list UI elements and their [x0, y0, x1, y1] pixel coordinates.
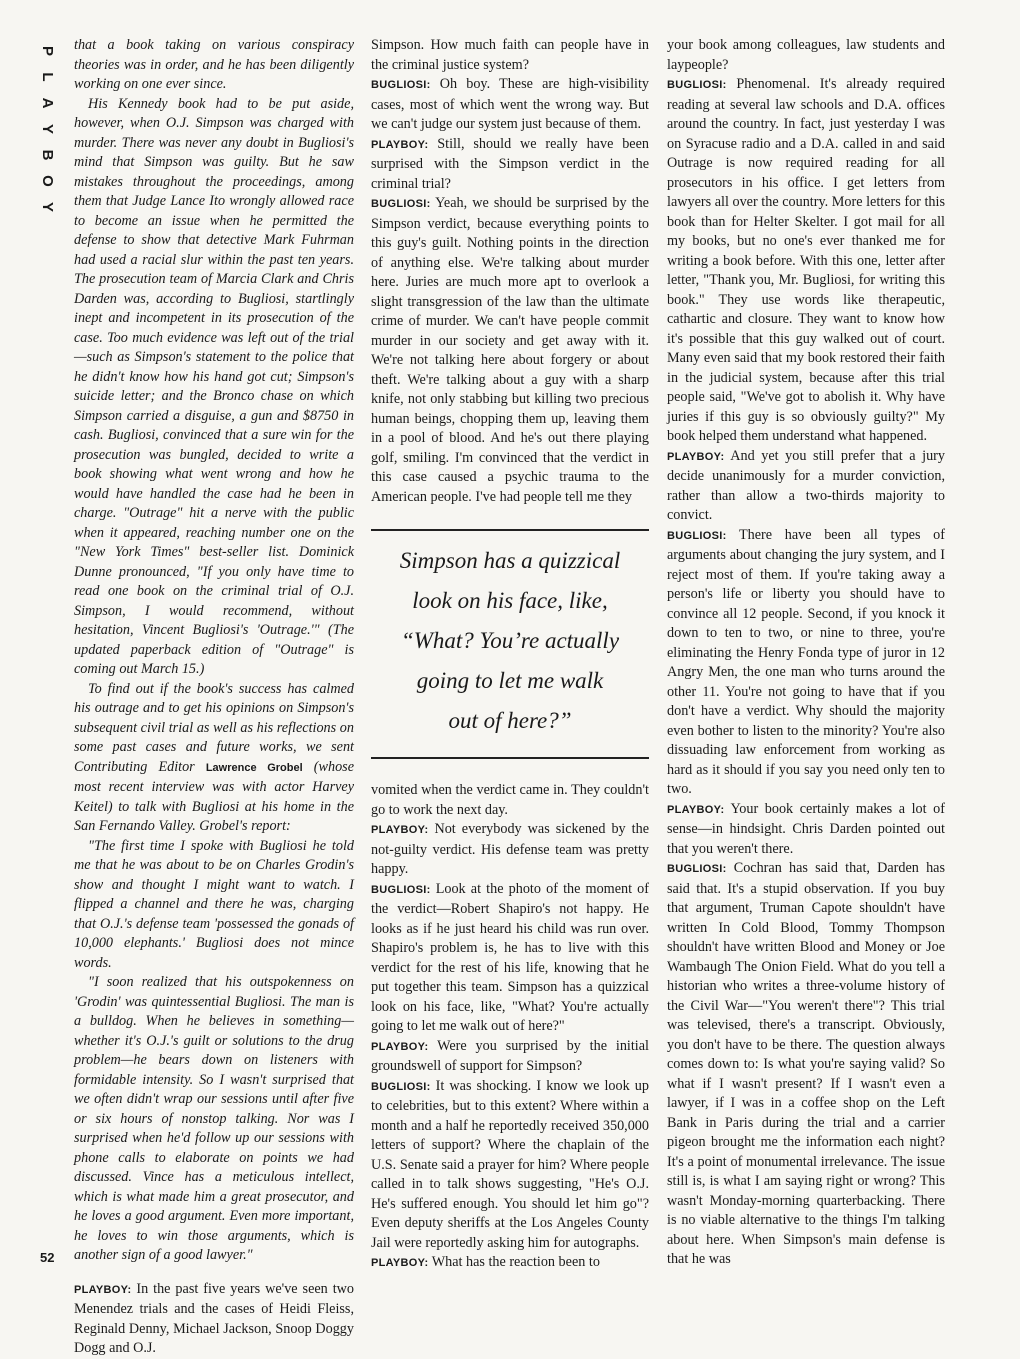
qa-answer: BUGLIOSI: Look at the photo of the moment of the verdict—Robert Shapiro's not happy. He looks as if he just heard his child was run over. Shapiro's problem is, he has to live with this verdict for the rest of his life, knowing that he put together this team. Simpson has a quizzical look on his face, like, "What? You're actually going to let me walk out of here?"	[371, 880, 650, 1034]
qa-answer: BUGLIOSI: It was shocking. I know we look up to celebrities, but to this extent? Where within a month and a half he reportedly received 350,000 letters of support? Where the chaplain of the U.S. Senate said a prayer for him? Where people called in to talk shows suggesting, "He's O.J. He's suffered enough. You should let him go"? Even deputy sheriffs at the Los Angeles County Jail were reportedly asking him for autographs.	[371, 1077, 649, 1251]
playboy-masthead: P L A Y B O Y	[39, 45, 56, 212]
column-2	[371, 36, 649, 1274]
page-number: 52	[40, 1250, 55, 1265]
qa-question: PLAYBOY: Your book certainly makes a lot of sense—in hindsight. Chris Darden pointed out that you weren't there.	[667, 800, 945, 857]
intro-paragraph: His Kennedy book had to be put aside, however, when O.J. Simpson was charged with murder. There was never any doubt in Bugliosi's mind that Simpson was guilty. But he saw mistakes throughout the proceedings, among them that Judge Lance Ito wrongly allowed race to become an issue when he permitted the defense to show that detective Mark Fuhrman had used a racial slur within the past ten years. The prosecution team of Marcia Clark and Chris Darden was, according to Bugliosi, startlingly inept and incompetent in its prosecution of the case. Too much evidence was left out of the trial—such as Simpson's statement to the police that he didn't know how his hand got cut; Simpson's suicide letter; and the Bronco chase on which Simpson carried a disguise, a gun and $8750 in cash. Bugliosi, convinced that a sure win for the prosecution was bungled, decided to write a book showing what went wrong and how he would have handled the case had he been in charge. "Outrage" hit a nerve with the public when it appeared, reaching number one on the "New York Times" best-seller list. Dominick Dunne pronounced, "If you only have time to read one book on the criminal trial of O.J. Simpson, I would recommend, without hesitation, Vincent Bugliosi's 'Outrage.'" (The updated paperback edition of "Outrage" is coming out March 15.)	[74, 95, 354, 677]
qa-question: PLAYBOY: What has the reaction been to	[371, 1254, 600, 1270]
qa-answer: BUGLIOSI: Yeah, we should be surprised by the Simpson verdict, because everything points to this guy's guilt. Nothing points in the direction of anything else. We're talking about murder here. Juries are much more apt to overlook a slight transgression of the law than the ultimate crime of murder. We can't have people commit murder in our society and get away with it. We're not talking here about forgery or about theft. We're talking about a guy with a sharp knife, not only stabbing but killing two precious human beings, chopping them up, leaving them in a pool of blood. And he's out there playing golf, smiling. I'm convinced that the verdict in this case caused a psychic trauma to the American people. I've had people tell me they	[371, 195, 649, 505]
intro-paragraph: "I soon realized that his outspokenness on 'Grodin' was quintessential Bugliosi. The man is a bulldog. When he believes in something—whether it's O.J.'s guilt or solutions to the drug problem—he bears down on listeners with formidable intensity. So I wasn't surprised that we often didn't wrap our sessions until after five or six hours of nonstop talking. Nor was I surprised when he'd follow up our sessions with phone calls to elaborate on points we had discussed. Vince has a meticulous intellect, which is what made him a great prosecutor, and he loves a good argument. Even more important, he loves to win those arguments, which is another sign of a good lawyer."	[74, 974, 354, 1263]
qa-answer: BUGLIOSI: Phenomenal. It's already required reading at several law schools and D.A. offices around the country. In fact, just yesterday I was on Syracuse radio and a D.A. called in and said Outrage is now required reading for all prosecutors in his office. I get letters from lawyers all over the country. More letters for this book than for Helter Skelter. I got mail for all my books, but no one's ever thanked me for writing a book before. With this one, letter after letter, "Thank you, Mr. Bugliosi, for writing this book." They use words like therapeutic, cathartic and closure. They want to know how it's possible that this guy walked out of court. Many even said that my book restored their faith in the judicial system, because after this trial people said, "We've got to abolish it. Why have juries if this guy is so obviously guilty?" My book helped them understand what happened.	[667, 76, 946, 444]
qa-question: PLAYBOY: Were you surprised by the initial groundswell of support for Simpson?	[371, 1037, 649, 1074]
pull-quote: Simpson has a quizzical look on his face, like, “What? You’re actually going to let me walk out of here?”	[371, 529, 649, 759]
qa-question: PLAYBOY: Not everybody was sickened by the not-guilty verdict. His defense team was pretty happy.	[371, 821, 649, 877]
qa-continuation: your book among colleagues, law students and laypeople?	[667, 37, 945, 73]
column-1	[74, 36, 354, 1359]
intro-paragraph: that a book taking on various conspiracy theories was in order, and he has been diligently working on one ever since.	[74, 37, 354, 92]
qa-answer: BUGLIOSI: There have been all types of arguments about changing the jury system, and I reject most of them. If you're taking away a person's life or liberty you should have to convince all 12 people. Second, if you knock it down to ten to two, or nine to three, you're eliminating the Henry Fonda type of juror in 12 Angry Men, the one man who turns around the other 11. You're not going to have that if you don't have a verdict. Why should the majority even bother to listen to the minority? You're also dissuading law enforcement from working as hard as it should if you say you need only ten to two.	[667, 526, 945, 797]
qa-question: PLAYBOY: And yet you still prefer that a jury decide unanimously for a murder conviction, rather than allow a two-thirds majority to convict.	[667, 447, 945, 523]
qa-question: PLAYBOY: Still, should we really have been surprised with the Simpson verdict in the criminal trial?	[371, 135, 649, 192]
column-3	[667, 36, 945, 1270]
qa-answer: BUGLIOSI: Oh boy. These are high-visibility cases, most of which went the wrong way. But we can't judge our system just because of them.	[371, 76, 649, 132]
qa-answer: BUGLIOSI: Cochran has said that, Darden has said that. It's a stupid observation. If you buy that argument, Truman Capote shouldn't have written In Cold Blood, Tommy Thompson shouldn't have written Blood and Money or Joe Wambaugh The Onion Field. What do you tell a historian who writes a three-volume history of the Civil War—"You weren't there"? This trial was televised, there's a transcript. Obviously, you don't have to be there. The question always comes down to: Is what you're saying valid? So what if I wasn't present? If I wasn't even a lawyer, if I was in a coffee shop on the Left Bank in Paris during the trial and a carrier pigeon brought me the information each night? It's a point of monumental irrelevance. The issue still is, is what I am saying right or wrong? This wasn't Monday-morning quarterbacking. There is no viable alternative to the things I'm talking about here. When Simpson's main defense is that he was	[667, 860, 945, 1267]
intro-paragraph: To find out if the book's success has calmed his outrage and to get his opinions on Simpson's subsequent civil trial as well as his reflections on some past cases and future works, we sent Contributing Editor Lawrence Grobel (whose most recent interview was with actor Harvey Keitel) to talk with Bugliosi at his home in the San Fernando Valley. Grobel's report:	[74, 680, 354, 834]
intro-text	[74, 36, 354, 1266]
editor-name: Lawrence Grobel	[205, 761, 303, 774]
qa-continuation: vomited when the verdict came in. They couldn't go to work the next day.	[371, 782, 649, 818]
qa-continuation: Simpson. How much faith can people have in the criminal justice system?	[371, 37, 649, 73]
intro-paragraph: "The first time I spoke with Bugliosi he told me that he was about to be on Charles Grodin's show and thought I might want to watch. I flipped a channel and there he was, charging that O.J.'s defense team 'possessed the gonads of 10,000 elephants.' Bugliosi does not mince words.	[74, 837, 354, 971]
qa-question: PLAYBOY: In the past five years we've seen two Menendez trials and the cases of Heidi Fleiss, Reginald Denny, Michael Jackson, Snoop Doggy Dogg and O.J.	[74, 1280, 354, 1356]
